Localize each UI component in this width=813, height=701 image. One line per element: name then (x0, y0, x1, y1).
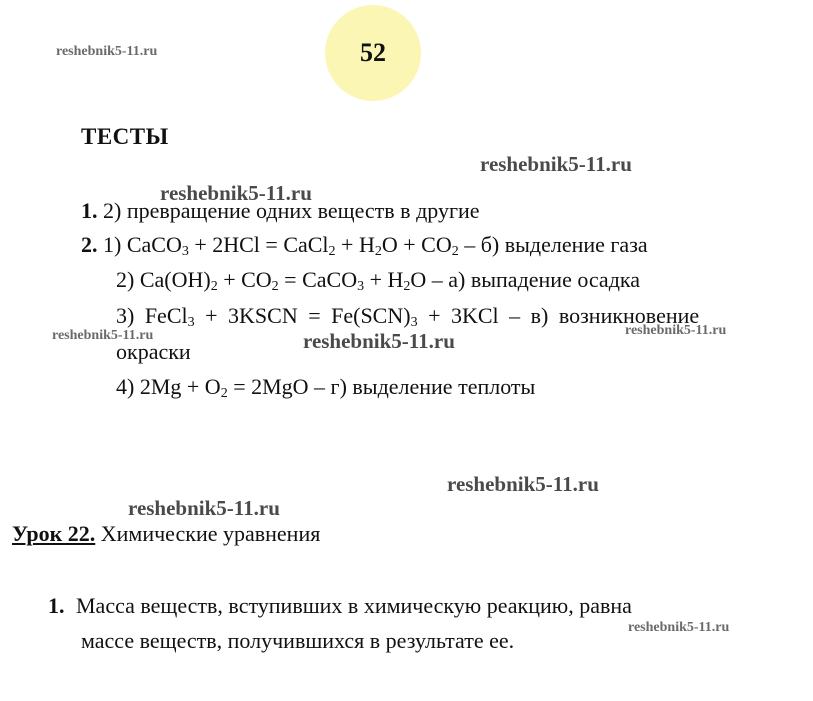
page-number: 52 (360, 38, 386, 67)
lesson-question-1-line-2: массе веществ, получившихся в результате ее. (81, 628, 515, 653)
test-question-2-item-3: 3) FeCl$_3$ + 3KSCN = $Fe(SCN)_3 + 3KCl - в$) возникновение (116, 303, 700, 330)
test-question-1 (81, 198, 480, 224)
watermark: reshebnik5-11.ru (628, 620, 730, 635)
watermark: reshebnik5-11.ru (480, 152, 632, 176)
watermark: reshebnik5-11.ru (52, 328, 154, 343)
test-question-2-item-1: 2. 1) CaCO$_3$ + 2HCl = CaCl$_2$ + $H_2O + CO_2 - б$) выделение газа (81, 232, 648, 259)
test-question-2-item-4: 4) $2Mg + O_2 = 2MgO - г$) выделение теплоты (116, 374, 536, 401)
watermark: reshebnik5-11.ru (625, 323, 727, 338)
lesson-heading (12, 521, 320, 547)
watermark: reshebnik5-11.ru (160, 181, 312, 205)
watermark: reshebnik5-11.ru (56, 44, 158, 59)
lesson-title: Химические уравнения (95, 521, 321, 546)
answer-text: 2) превращение одних веществ в другие (103, 198, 480, 223)
test-question-2-item-2: 2) $Ca(OH)_2 + CO_2$ = CaCO$_3$ + $H_2O - а$) выпадение осадка (116, 267, 641, 294)
watermark: reshebnik5-11.ru (128, 496, 280, 520)
test-question-2-item-3-continued: окраски (116, 339, 191, 364)
question-number: 1. (81, 198, 98, 223)
lesson-question-1-line-1: 1. Масса веществ, вступивших в химическую реакцию, равна (48, 593, 632, 618)
watermark: reshebnik5-11.ru (447, 472, 599, 496)
question-number: 1. (48, 593, 65, 618)
question-number: 2. (81, 232, 98, 257)
lesson-label: Урок 22. (12, 521, 96, 546)
tests-heading: ТЕСТЫ (81, 124, 169, 149)
watermark: reshebnik5-11.ru (303, 329, 455, 353)
